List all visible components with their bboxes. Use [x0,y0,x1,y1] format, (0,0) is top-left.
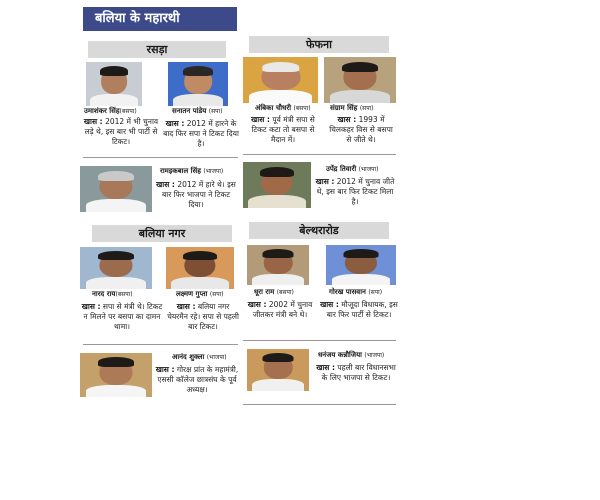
name-lakshman: लक्ष्मण गुप्ता (सपा) [176,290,224,298]
divider [83,344,238,345]
divider [243,404,396,405]
name-dhananjay: धनंजय कन्नौजिया (भाजपा) [318,351,385,359]
name-anand: आनंद शुक्ला (भाजपा) [172,353,227,361]
name-narad: नारद राय(बसपा) [92,290,133,298]
desc-sanatan: खास : 2012 में हारने के बाद फिर सपा ने टिकट दिया है। [163,119,239,148]
desc-ambika: खास : पूर्व मंत्री सपा से टिकट कटा तो बसपा से मैदान में। [251,115,315,144]
name-sanatan: सनातन पांडेय (सपा) [172,107,223,115]
name-gorakh: गोरख पासवान (सपा) [329,288,383,296]
photo-narad [80,247,152,289]
desc-gorakh: खास : मौजूदा विधायक, इस बार फिर पार्टी से टिकट। [320,300,398,319]
page-title: बलिया के महारथी [83,7,237,31]
name-ambika: अंबिका चौधरी (बसपा) [255,104,311,112]
desc-dhuraram: खास : 2002 में चुनाव जीतकर मंत्री बने थे। [247,300,313,319]
photo-ramiqbal [80,166,152,212]
photo-umashankar [86,62,142,106]
desc-dhananjay: खास : पहली बार विधानसभा के लिए भाजपा से टिकट। [316,363,396,382]
photo-gorakh [326,245,396,285]
name-sangram: संग्राम सिंह (सपा) [330,104,374,112]
desc-upendra: खास : 2012 में चुनाव जीते थे, इस बार फिर टिकट मिला है। [315,177,395,206]
divider [83,157,238,158]
photo-sanatan [168,62,228,106]
photo-dhuraram [247,245,309,285]
photo-sangram [324,57,396,103]
section-header-ballia-nagar: बलिया नगर [92,225,232,242]
section-header-rasra: रसड़ा [88,41,226,58]
divider [243,340,396,341]
photo-lakshman [166,247,234,289]
photo-anand [80,353,152,397]
photo-upendra [243,162,311,208]
section-header-bairiya: बेल्थरारोड [249,222,389,239]
desc-anand: खास : गोरक्ष प्रांत के महामंत्री, एससी कॉलेज छात्रसंघ के पूर्व अध्यक्ष। [155,365,239,394]
name-dhuraram: धूरा राम (बसपा) [254,288,294,296]
desc-sangram: खास : 1993 में चिलकहर विस से बसपा से जीते थे। [329,115,393,144]
name-upendra: उपेंद्र तिवारी (भाजपा) [326,165,379,173]
divider [243,154,396,155]
desc-lakshman: खास : बलिया नगर चेयरमैन रहे। सपा से पहली बार टिकट। [167,302,239,331]
desc-umashankar: खास : 2012 में भी चुनाव लड़े थे, इस बार भी पार्टी से टिकट। [83,117,159,146]
photo-ambika [243,57,318,103]
desc-narad: खास : सपा से मंत्री थे। टिकट न मिलने पर बसपा का दामन थामा। [81,302,163,331]
name-umashankar: उमाशंकर सिंह(बसपा) [84,107,137,115]
section-header-phephna: फेफना [249,36,389,53]
name-ramiqbal: रामइकबाल सिंह (भाजपा) [160,167,224,175]
desc-ramiqbal: खास : 2012 में हारे थे। इस बार फिर भाजपा ने टिकट दिया। [156,180,236,209]
photo-dhananjay [247,349,309,391]
